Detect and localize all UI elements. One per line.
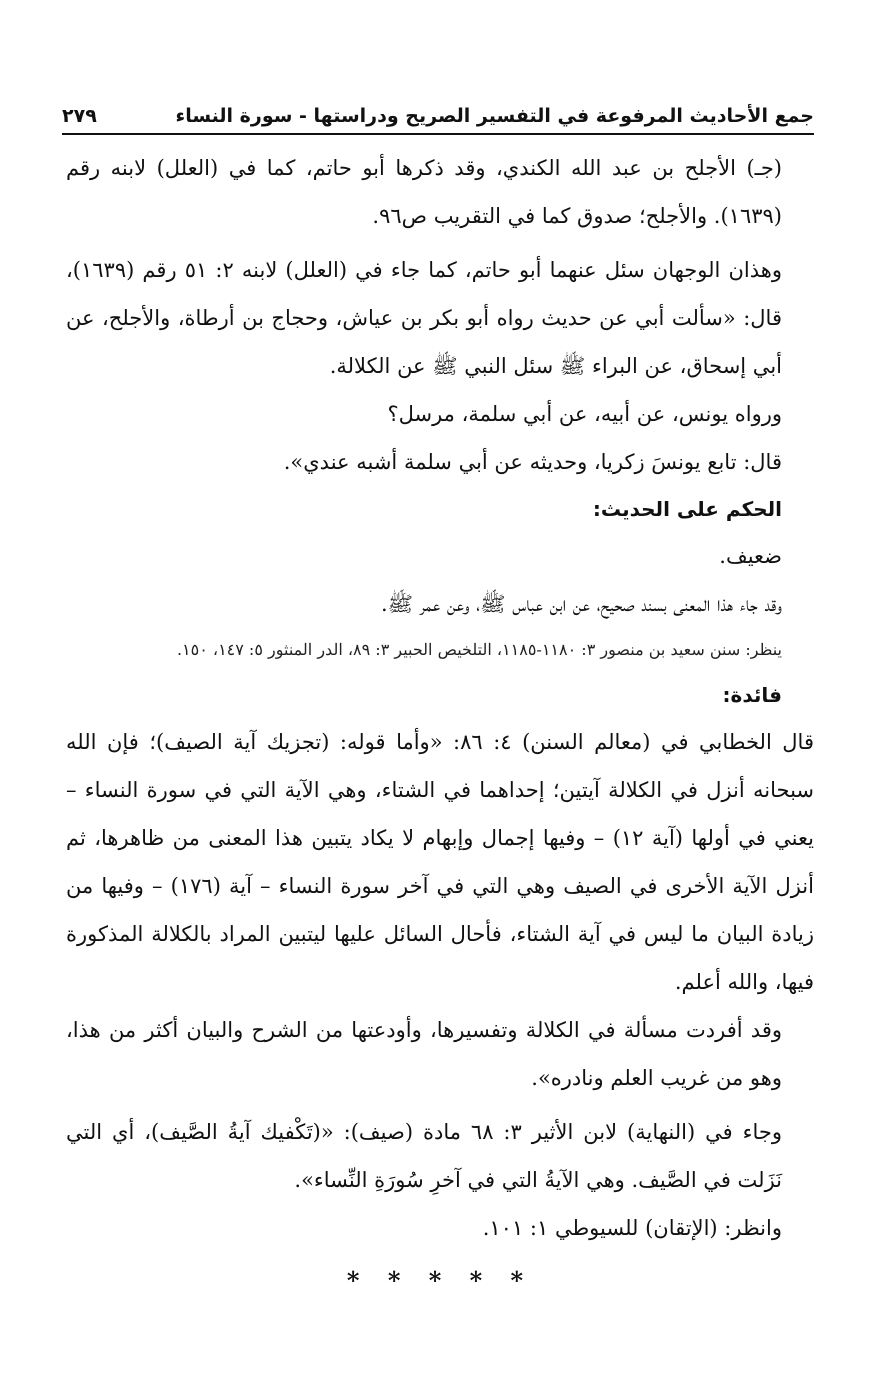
paragraph-sahih-chain: وقد جاء هذا المعنى بسند صحيح، عن ابن عباس ﷺ، وعن عمر ﷺ. (380, 592, 782, 616)
page-body (66, 144, 814, 1306)
running-header (62, 98, 814, 134)
benefit-heading: فائدة: (722, 683, 782, 707)
paragraph-khattabi: قال الخطابي في (معالم السنن) ٤: ٨٦: «وأما قوله: (تجزيك آية الصيف)؛ فإن الله سبحانه أنزل في الكلالة آيتين؛ إحداهما في الشتاء، وهي الآية التي في سورة النساء – يعني في أولها (آية ١٢) – وفيها إجمال وإبهام لا يكاد يتبين هذا المعنى من ظاهرها، ثم أنزل الآية الأخرى في الصيف وهي التي في آخر سورة النساء – آية (١٧٦) – وفيها من زيادة البيان ما ليس في آية الشتاء، فأحال السائل عليها ليتبين المراد بالكلالة المذكورة فيها، والله أعلم. (66, 730, 814, 994)
paragraph-narrator-ajlah: (جـ) الأجلح بن عبد الله الكندي، وقد ذكرها أبو حاتم، كما في (العلل) لابنه رقم (١٦٣٩). والأجلح؛ صدوق كما في التقريب ص٩٦. (66, 156, 782, 228)
section-end-stars: * * * * * (346, 1266, 534, 1295)
paragraph-abu-hatim: وهذان الوجهان سئل عنهما أبو حاتم، كما جاء في (العلل) لابنه ٢: ٥١ رقم (١٦٣٩)، قال: «سألت أبي عن حديث رواه أبو بكر بن عياش، وحجاج بن أرطاة، والأجلح، عن أبي إسحاق، عن البراء ﷺ سئل النبي ﷺ عن الكلالة. (66, 258, 782, 378)
ruling-text: ضعيف. (719, 544, 782, 568)
ruling-heading: الحكم على الحديث: (592, 497, 782, 521)
references-footnote: ينظر: سنن سعيد بن منصور ٣: ١١٨٠-١١٨٥، التلخيص الحبير ٣: ٨٩، الدر المنثور ٥: ١٤٧، ١٥٠. (176, 640, 782, 659)
paragraph-itqan: وانظر: (الإتقان) للسيوطي ١: ١٠١. (482, 1216, 782, 1240)
paragraph-zakariya: قال: تابع يونسَ زكريا، وحديثه عن أبي سلمة أشبه عندي». (283, 450, 782, 474)
page-number: ٢٧٩ (62, 105, 97, 127)
running-title: جمع الأحاديث المرفوعة في التفسير الصريح ودراستها - سورة النساء (175, 105, 814, 127)
paragraph-kalala-note: وقد أفردت مسألة في الكلالة وتفسيرها، وأودعتها من الشرح والبيان أكثر من هذا، وهو من غريب العلم ونادره». (66, 1018, 782, 1090)
paragraph-yunus: ورواه يونس، عن أبيه، عن أبي سلمة، مرسل؟ (387, 402, 782, 426)
header-rule (62, 133, 814, 135)
paragraph-nihaya: وجاء في (النهاية) لابن الأثير ٣: ٦٨ مادة (صيف): «(تَكْفيك آيةُ الصَّيف)، أي التي نَزَلت في الصَّيف. وهي الآيةُ التي في آخرِ سُورَةِ النِّساء». (66, 1120, 782, 1192)
